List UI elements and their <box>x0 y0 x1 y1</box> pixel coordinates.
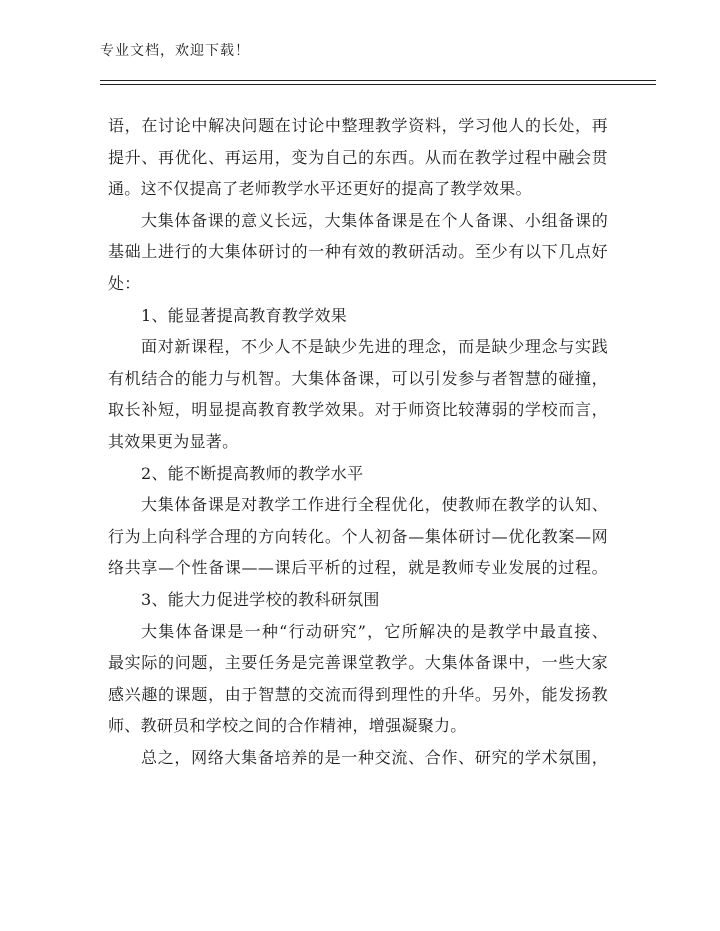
paragraph-start: 面对新课程，不少人不是缺少先进的理念，而是缺少理念与实践 <box>141 337 608 357</box>
paragraph-start: 大集体备课是一种“行动研究”，它所解决的是教学中最直接、 <box>141 621 608 641</box>
section-heading-1: 1、能显著提高教育教学效果 <box>141 305 348 325</box>
text-line: 师、教研员和学校之间的合作精神，增强凝聚力。 <box>108 716 467 736</box>
paragraph-start: 大集体备课的意义长远，大集体备课是在个人备课、小组备课的 <box>141 210 608 230</box>
paragraph-start: 大集体备课是对教学工作进行全程优化，使教师在教学的认知、 <box>141 495 608 515</box>
text-line: 语，在讨论中解决问题在讨论中整理教学资料，学习他人的长处，再 <box>108 116 608 135</box>
section-heading-2: 2、能不断提高教师的教学水平 <box>141 463 364 483</box>
text-line: 其效果更为显著。 <box>108 431 239 451</box>
header-rule-top <box>100 80 656 81</box>
text-line: 处： <box>108 273 141 293</box>
text-line: 络共享—个性备课——课后平析的过程，就是教师专业发展的过程。 <box>108 558 608 578</box>
text-line: 提升、再优化、再运用，变为自己的东西。从而在教学过程中融会贯 <box>108 147 608 167</box>
document-body <box>108 110 608 773</box>
text-line: 基础上进行的大集体研讨的一种有效的教研活动。至少有以下几点好 <box>108 242 608 262</box>
text-line: 有机结合的能力与机智。大集体备课，可以引发参与者智慧的碰撞， <box>108 368 608 388</box>
header-rule-bottom <box>100 84 656 85</box>
text-line: 行为上向科学合理的方向转化。个人初备—集体研讨—优化教案—网 <box>108 526 608 546</box>
paragraph-start: 总之，网络大集备培养的是一种交流、合作、研究的学术氛围， <box>141 747 608 767</box>
text-line: 通。这不仅提高了老师教学水平还更好的提高了教学效果。 <box>108 179 532 199</box>
text-line: 感兴趣的课题，由于智慧的交流而得到理性的升华。另外，能发扬教 <box>108 684 608 704</box>
text-line: 取长补短，明显提高教育教学效果。对于师资比较薄弱的学校而言， <box>108 400 608 420</box>
section-heading-3: 3、能大力促进学校的教科研氛围 <box>141 589 380 609</box>
text-line: 最实际的问题，主要任务是完善课堂教学。大集体备课中，一些大家 <box>108 653 608 673</box>
page-header: 专业文档，欢迎下载！ <box>100 43 250 59</box>
